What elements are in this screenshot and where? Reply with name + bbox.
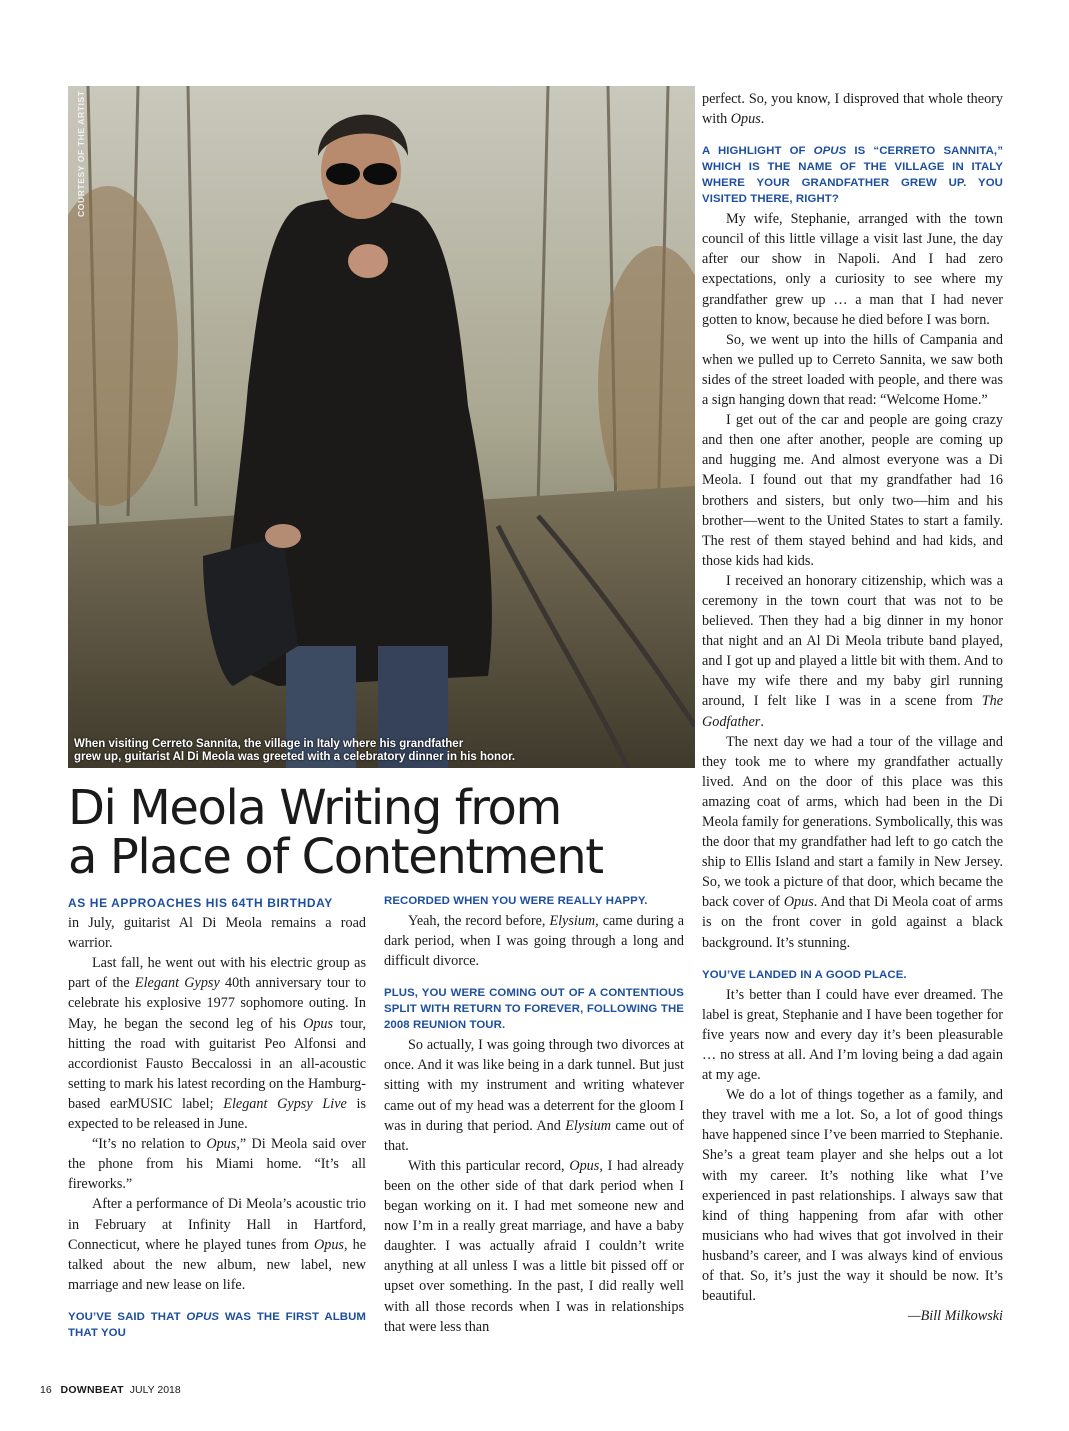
hero-photo	[68, 86, 695, 768]
paragraph: Last fall, he went out with his electric group as part of the Elegant Gypsy 40th anniversary tour to celebrate his explosive 1977 sophomore outing. In May, he began the second leg of his Opus tour, hitting the road with guitarist Peo Alfonsi and accordionist Fausto Beccalossi in an all-acoustic setting to mark his latest recording on the Hamburg-based earMUSIC label; Elegant Gypsy Live is expected to be released in June.	[68, 955, 366, 1133]
paragraph: So, we went up into the hills of Campania and when we pulled up to Cerreto Sannita, we saw both sides of the street loaded with people, and there was a sign hanging down that read: “Welcome Home.”	[702, 331, 1003, 409]
paragraph: perfect. So, you know, I disproved that whole theory with Opus.	[702, 91, 1003, 128]
paragraph: I received an honorary citizenship, which was a ceremony in the town court that was not to be believed. Then they had a big dinner in my honor that night and an Al Di Meola tribute band played, and I got up and played a little bit with them. And to have my wife there and my baby girl running around, I felt like I was in a scene from The Godfather.	[702, 572, 1003, 730]
page-number: 16	[40, 1384, 52, 1396]
photo-credit: COURTESY OF THE ARTIST	[76, 90, 86, 217]
magazine-name: DOWNBEAT	[60, 1384, 124, 1396]
photo-caption	[74, 738, 534, 763]
paragraph: So actually, I was going through two divorces at once. And it was like being in a dark tunnel. But just sitting with my instrument and writing whatever came out of my head was a deterrent for the gloom I was in during that period. And Elysium came out of that.	[384, 1037, 685, 1154]
column-2	[384, 893, 684, 1337]
paragraph: It’s better than I could have ever dreamed. The label is great, Stephanie and I have been together for five years now and every day it’s been pleasurable … no stress at all. And I’m loving being a dad again at my age.	[702, 986, 1003, 1084]
caption-line: When visiting Cerreto Sannita, the village in Italy where his grandfather	[74, 738, 464, 750]
paragraph: After a performance of Di Meola’s acoustic trio in February at Infinity Hall in Hartford, Connecticut, where he played tunes from Opus, he talked about the new album, new label, new marriage and new lease on life.	[68, 1196, 366, 1293]
question: YOU’VE SAID THAT OPUS WAS THE FIRST ALBUM THAT YOU	[68, 1310, 366, 1339]
paragraph: Yeah, the record before, Elysium, came during a dark period, when I was going through a long and difficult divorce.	[384, 913, 684, 970]
question: PLUS, YOU WERE COMING OUT OF A CONTENTIOUS SPLIT WITH RETURN TO FOREVER, FOLLOWING THE 2008 REUNION TOUR.	[384, 987, 684, 1032]
paragraph: “It’s no relation to Opus,” Di Meola said over the phone from his Miami home. “It’s all fireworks.”	[68, 1136, 367, 1193]
headline-line: Di Meola Writing from	[68, 780, 561, 836]
photo-illustration	[68, 86, 695, 768]
article-headline	[68, 780, 698, 885]
page-folio	[40, 1384, 181, 1396]
column-3	[702, 89, 1003, 1326]
question: RECORDED WHEN YOU WERE REALLY HAPPY.	[384, 895, 648, 907]
lead-in: AS HE APPROACHES HIS 64TH BIRTHDAY	[68, 896, 333, 910]
paragraph: The next day we had a tour of the village and they took me to where my grandfather actually lived. And on the door of this place was this amazing coat of arms, which had been in the Di Meola family for generations. Symbolically, this was the door that my grandfather had left to go catch the ship to Ellis Island and start a family in New Jersey. So, we took a picture of that door, which became the back cover of Opus. And that Di Meola coat of arms is on the front cover in gold against a black background. It’s stunning.	[702, 733, 1003, 951]
paragraph: We do a lot of things together as a family, and they travel with me a lot. So, a lot of good things have happened since I’ve been married to Stephanie. She’s a great team player and she helps out a lot with my career. It’s nothing like what I’ve experienced in past relationships. I always saw that kind of thing happening from afar with other musicians who had wives that got involved in their husband’s career, and I was always kind of envious of that. So, it’s just the way it should be now. It’s beautiful.	[702, 1087, 1003, 1305]
paragraph: I get out of the car and people are going crazy and then one after another, people are coming up and hugging me. And almost everyone was a Di Meola. I found out that my grandfather had 16 brothers and sisters, but only two—him and his brother—went to the United States to start a family. The rest of them stayed behind and had kids, and those kids had kids.	[702, 412, 1003, 569]
paragraph: My wife, Stephanie, arranged with the town council of this little village a visit last June, the day after our show in Napoli. And I had zero expectations, only a curiosity to see where my grandfather grew up … a man that I had never gotten to know, because he died before I was born.	[702, 211, 1003, 328]
caption-line: grew up, guitarist Al Di Meola was greeted with a celebratory dinner in his honor.	[74, 750, 516, 763]
byline-signature: —Bill Milkowski	[908, 1308, 1003, 1325]
headline-line: a Place of Contentment	[68, 829, 603, 885]
issue-date: JULY 2018	[129, 1384, 181, 1396]
question: YOU’VE LANDED IN A GOOD PLACE.	[702, 968, 907, 981]
paragraph: With this particular record, Opus, I had already been on the other side of that dark period when I began working on it. I had met someone new and now I’m in a really great marriage, and have a baby daughter. I was actually afraid I couldn’t write anything at all unless I was a little bit pissed off or upset over something. In the past, I did really well with all those records when I was in relationships that were less than	[384, 1157, 684, 1335]
column-1	[68, 893, 366, 1343]
paragraph: AS HE APPROACHES HIS 64TH BIRTHDAY in July, guitarist Al Di Meola remains a road warrior.	[68, 896, 366, 952]
question: A HIGHLIGHT OF OPUS IS “CERRETO SANNITA,” WHICH IS THE NAME OF THE VILLAGE IN ITALY WHERE YOUR GRANDFATHER GREW UP. YOU VISITED THERE, RIGHT?	[702, 145, 1003, 206]
